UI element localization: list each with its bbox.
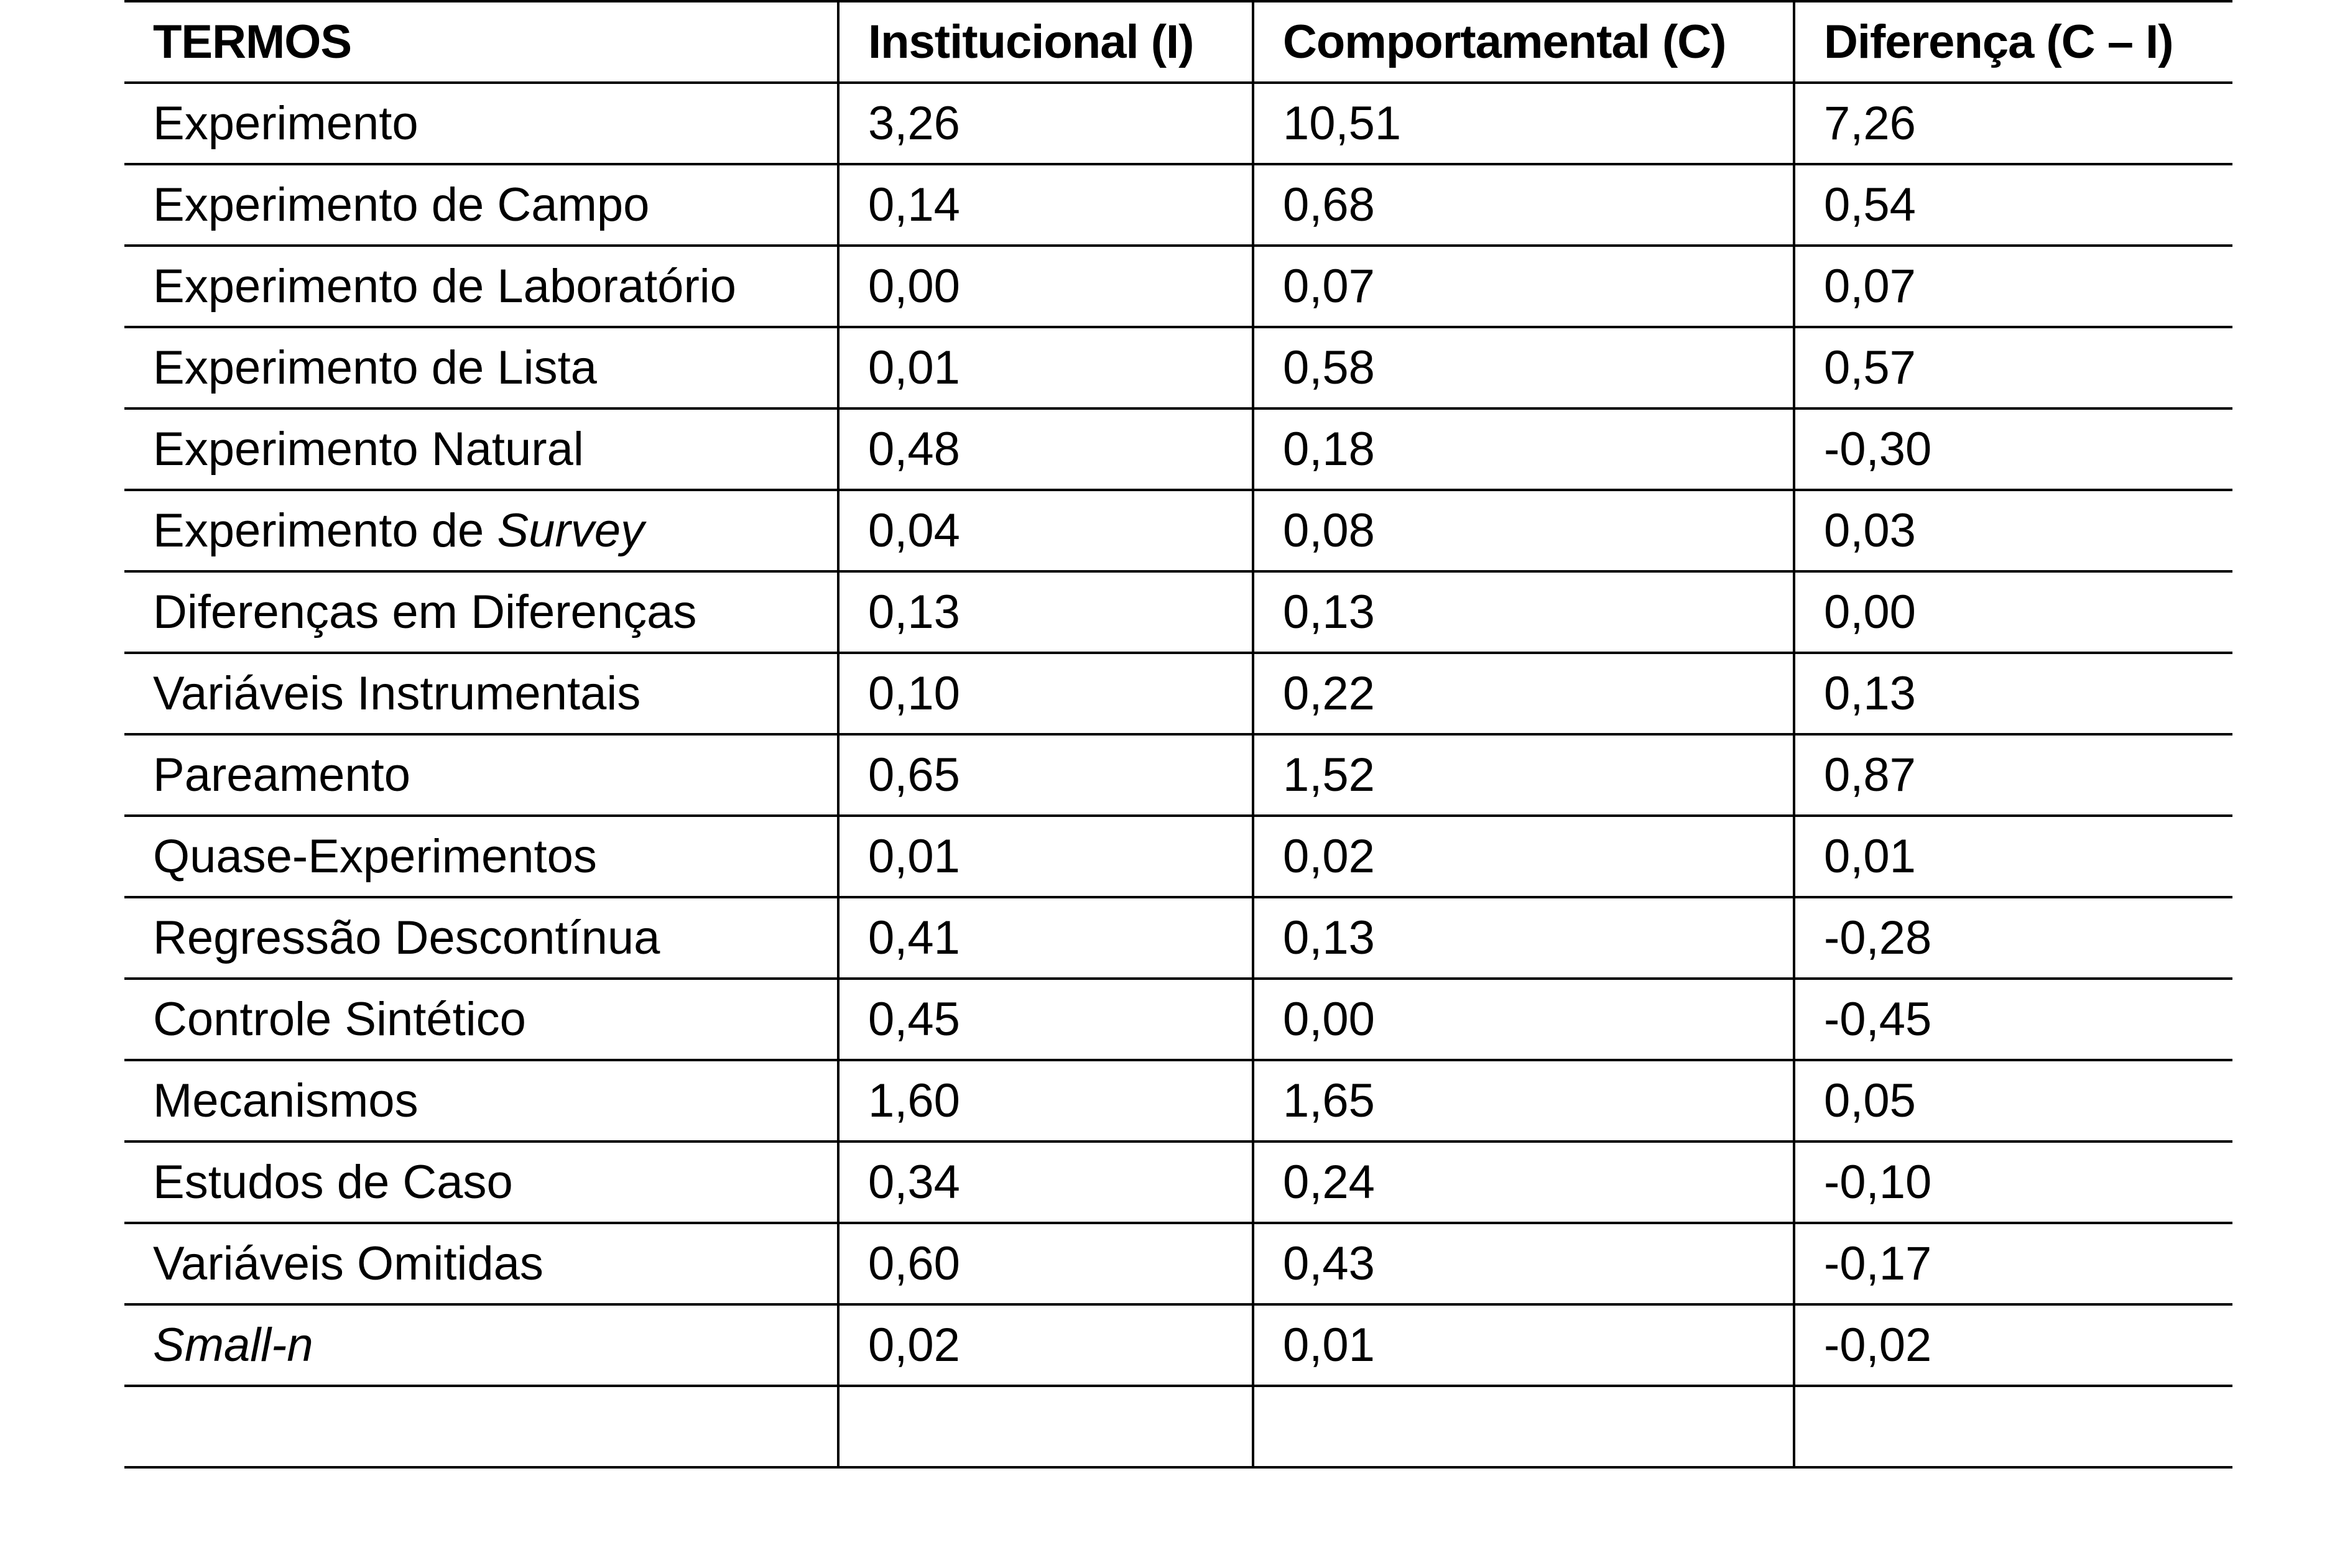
term-text: Pareamento <box>153 748 411 801</box>
behavioral-value-cell: 0,08 <box>1253 490 1794 571</box>
table-row <box>124 734 2232 816</box>
difference-value-cell: 0,57 <box>1794 327 2232 408</box>
behavioral-value-cell: 0,22 <box>1253 653 1794 734</box>
table-row <box>124 1141 2232 1223</box>
term-cell <box>124 83 838 164</box>
term-cell <box>124 979 838 1060</box>
table-row <box>124 1304 2232 1386</box>
table-row <box>124 327 2232 408</box>
difference-value-cell: 0,13 <box>1794 653 2232 734</box>
behavioral-value-cell: 10,51 <box>1253 83 1794 164</box>
institutional-value-cell <box>838 1386 1253 1467</box>
difference-value-cell: -0,30 <box>1794 408 2232 490</box>
difference-value-cell: 0,00 <box>1794 571 2232 653</box>
table-row <box>124 571 2232 653</box>
term-italic-text: Survey <box>497 504 644 557</box>
table-row <box>124 1386 2232 1467</box>
term-cell <box>124 164 838 246</box>
behavioral-value-cell: 0,18 <box>1253 408 1794 490</box>
table-row <box>124 897 2232 979</box>
table-row <box>124 653 2232 734</box>
institutional-value-cell: 0,01 <box>838 816 1253 897</box>
difference-value-cell: -0,17 <box>1794 1223 2232 1304</box>
behavioral-value-cell: 0,07 <box>1253 246 1794 327</box>
terms-table-container <box>124 0 2232 1469</box>
behavioral-value-cell: 0,43 <box>1253 1223 1794 1304</box>
table-row <box>124 1223 2232 1304</box>
behavioral-value-cell: 0,58 <box>1253 327 1794 408</box>
difference-value-cell: -0,10 <box>1794 1141 2232 1223</box>
term-text: Mecanismos <box>153 1074 419 1127</box>
term-cell <box>124 1223 838 1304</box>
difference-value-cell: 0,03 <box>1794 490 2232 571</box>
term-text: Diferenças em Diferenças <box>153 585 697 639</box>
header-terms: TERMOS <box>124 1 838 83</box>
institutional-value-cell: 0,60 <box>838 1223 1253 1304</box>
table-row <box>124 816 2232 897</box>
table-row <box>124 408 2232 490</box>
institutional-value-cell: 0,04 <box>838 490 1253 571</box>
term-text: Experimento de Laboratório <box>153 259 736 313</box>
term-cell <box>124 1060 838 1141</box>
term-italic-text: Small-n <box>153 1318 313 1372</box>
term-cell <box>124 408 838 490</box>
table-row <box>124 83 2232 164</box>
term-cell <box>124 816 838 897</box>
term-text: Variáveis Omitidas <box>153 1237 543 1290</box>
institutional-value-cell: 0,10 <box>838 653 1253 734</box>
table-row <box>124 246 2232 327</box>
institutional-value-cell: 0,41 <box>838 897 1253 979</box>
term-cell <box>124 1386 838 1467</box>
difference-value-cell <box>1794 1386 2232 1467</box>
institutional-value-cell: 3,26 <box>838 83 1253 164</box>
institutional-value-cell: 1,60 <box>838 1060 1253 1141</box>
behavioral-value-cell <box>1253 1386 1794 1467</box>
difference-value-cell: -0,02 <box>1794 1304 2232 1386</box>
term-text: Quase-Experimentos <box>153 829 597 883</box>
difference-value-cell: 0,01 <box>1794 816 2232 897</box>
institutional-value-cell: 0,48 <box>838 408 1253 490</box>
behavioral-value-cell: 0,13 <box>1253 571 1794 653</box>
header-difference: Diferença (C – I) <box>1794 1 2232 83</box>
difference-value-cell: 0,07 <box>1794 246 2232 327</box>
table-row <box>124 164 2232 246</box>
term-text: Experimento de Campo <box>153 178 650 231</box>
institutional-value-cell: 0,65 <box>838 734 1253 816</box>
table-header-row <box>124 1 2232 83</box>
term-cell <box>124 327 838 408</box>
term-cell <box>124 571 838 653</box>
difference-value-cell: 0,87 <box>1794 734 2232 816</box>
term-cell <box>124 897 838 979</box>
term-cell <box>124 490 838 571</box>
behavioral-value-cell: 0,13 <box>1253 897 1794 979</box>
behavioral-value-cell: 0,02 <box>1253 816 1794 897</box>
term-text: Variáveis Instrumentais <box>153 666 641 720</box>
difference-value-cell: 0,05 <box>1794 1060 2232 1141</box>
behavioral-value-cell: 0,24 <box>1253 1141 1794 1223</box>
term-cell <box>124 246 838 327</box>
table-row <box>124 979 2232 1060</box>
term-text: Regressão Descontínua <box>153 911 660 964</box>
institutional-value-cell: 0,13 <box>838 571 1253 653</box>
behavioral-value-cell: 0,68 <box>1253 164 1794 246</box>
term-text: Experimento de Lista <box>153 341 597 394</box>
institutional-value-cell: 0,34 <box>838 1141 1253 1223</box>
term-text: Estudos de Caso <box>153 1155 513 1209</box>
institutional-value-cell: 0,01 <box>838 327 1253 408</box>
table-row <box>124 490 2232 571</box>
institutional-value-cell: 0,14 <box>838 164 1253 246</box>
term-text: Experimento Natural <box>153 422 584 476</box>
term-cell <box>124 1304 838 1386</box>
difference-value-cell: 7,26 <box>1794 83 2232 164</box>
behavioral-value-cell: 1,65 <box>1253 1060 1794 1141</box>
term-cell <box>124 1141 838 1223</box>
header-institutional: Institucional (I) <box>838 1 1253 83</box>
behavioral-value-cell: 0,00 <box>1253 979 1794 1060</box>
term-cell <box>124 734 838 816</box>
term-cell <box>124 653 838 734</box>
institutional-value-cell: 0,00 <box>838 246 1253 327</box>
table-body <box>124 83 2232 1467</box>
table-row <box>124 1060 2232 1141</box>
difference-value-cell: 0,54 <box>1794 164 2232 246</box>
terms-table <box>124 0 2232 1469</box>
institutional-value-cell: 0,45 <box>838 979 1253 1060</box>
behavioral-value-cell: 0,01 <box>1253 1304 1794 1386</box>
difference-value-cell: -0,28 <box>1794 897 2232 979</box>
difference-value-cell: -0,45 <box>1794 979 2232 1060</box>
header-behavioral: Comportamental (C) <box>1253 1 1794 83</box>
term-text: Experimento de <box>153 504 497 557</box>
term-text: Experimento <box>153 96 419 150</box>
term-text: Controle Sintético <box>153 992 526 1046</box>
behavioral-value-cell: 1,52 <box>1253 734 1794 816</box>
institutional-value-cell: 0,02 <box>838 1304 1253 1386</box>
